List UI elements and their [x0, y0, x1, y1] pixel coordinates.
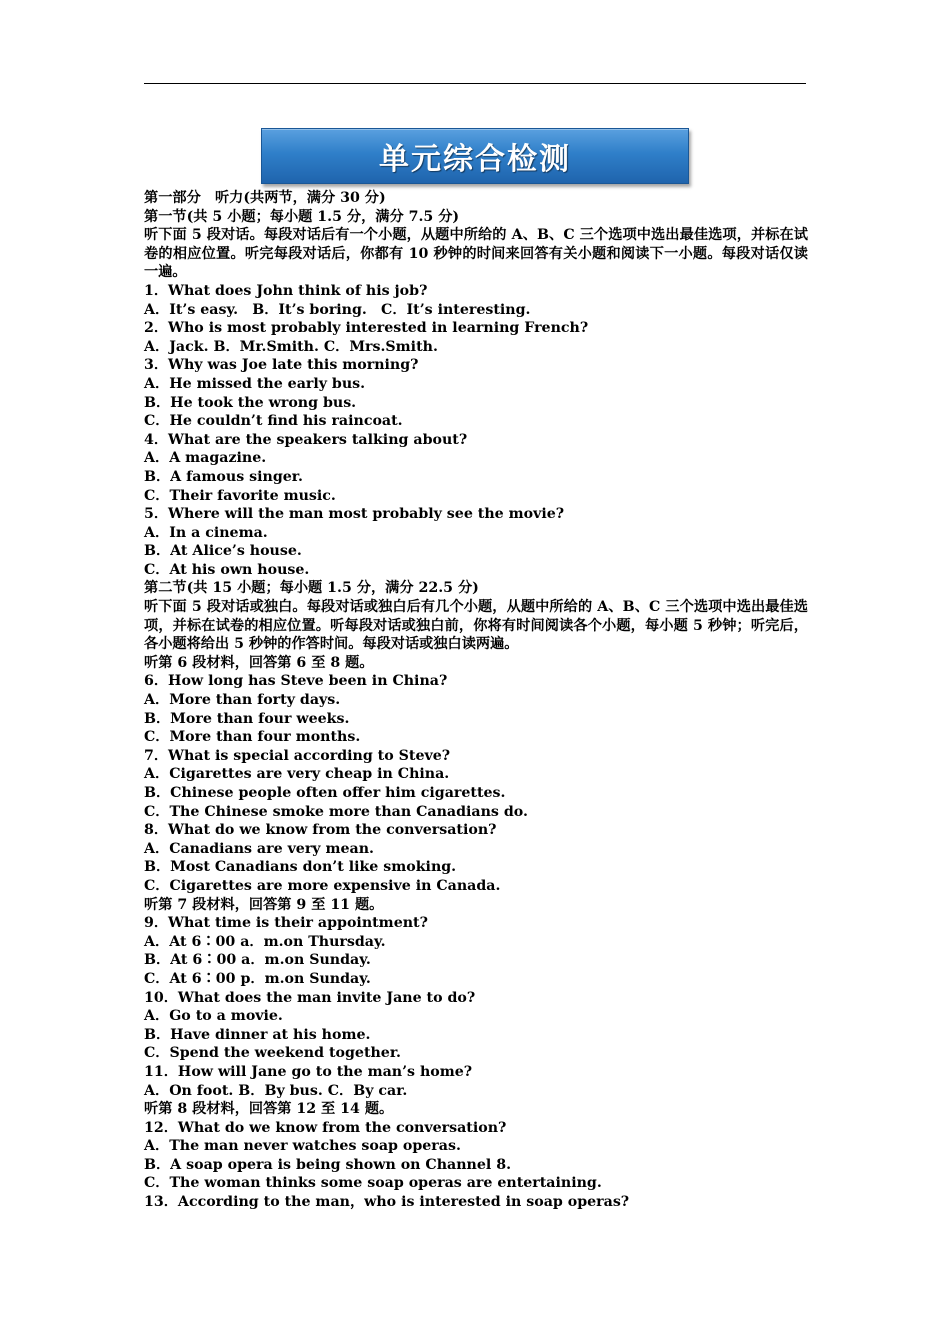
question-2: 2．Who is most probably interested in learning French? — [144, 320, 589, 337]
section1-heading: 第一节(共 5 小题；每小题 1.5 分，满分 7.5 分) — [144, 208, 460, 225]
question-12-option-c: C．The woman thinks some soap operas are entertaining. — [144, 1175, 602, 1192]
question-6: 6．How long has Steve been in China? — [144, 673, 448, 690]
question-3-option-c: C．He couldn’t find his raincoat. — [144, 413, 403, 430]
question-5-option-a: A．In a cinema. — [144, 524, 268, 541]
question-4-option-c: C．Their favorite music. — [144, 487, 336, 504]
question-8-option-a: A．Canadians are very mean. — [144, 840, 374, 857]
question-6-option-b: B．More than four weeks. — [144, 710, 350, 727]
question-8-option-c: C．Cigarettes are more expensive in Canada. — [144, 877, 501, 894]
question-12-option-a: A．The man never watches soap operas. — [144, 1138, 461, 1155]
section2-heading: 第二节(共 15 小题；每小题 1.5 分，满分 22.5 分) — [144, 580, 479, 597]
question-7: 7．What is special according to Steve? — [144, 747, 451, 764]
question-6-option-c: C．More than four months. — [144, 729, 361, 746]
question-10: 10．What does the man invite Jane to do? — [144, 989, 476, 1006]
document-body — [144, 189, 808, 1212]
question-13: 13．According to the man，who is interested in soap operas? — [144, 1194, 630, 1211]
header-rule — [144, 83, 806, 84]
question-9: 9．What time is their appointment? — [144, 915, 428, 932]
question-1-options: A．It’s easy. B．It’s boring. C．It’s interesting. — [144, 301, 531, 318]
question-9-option-b: B．At 6∶00 a．m.on Sunday. — [144, 952, 371, 969]
question-11-options: A．On foot. B．By bus. C．By car. — [144, 1082, 408, 1099]
question-2-options: A．Jack. B．Mr.Smith. C．Mrs.Smith. — [144, 338, 438, 355]
question-11: 11．How will Jane go to the man’s home? — [144, 1063, 473, 1080]
question-5-option-b: B．At Alice’s house. — [144, 543, 302, 560]
material-8-note: 听第 8 段材料，回答第 12 至 14 题。 — [144, 1101, 394, 1118]
question-8: 8．What do we know from the conversation? — [144, 822, 497, 839]
question-9-option-a: A．At 6∶00 a．m.on Thursday. — [144, 933, 386, 950]
question-4: 4．What are the speakers talking about? — [144, 431, 468, 448]
section2-instructions: 听下面 5 段对话或独白。每段对话或独白后有几个小题，从题中所给的 A、B、C 三个选项中选出最佳选项，并标在试卷的相应位置。听每段对话或独白前，你将有时间阅读各个小题，每小题 5 秒钟；听完后，各小题将给出 5 秒钟的作答时间。每段对话或独白读两遍。 — [144, 599, 808, 653]
question-3: 3．Why was Joe late this morning? — [144, 357, 419, 374]
question-3-option-b: B．He took the wrong bus. — [144, 394, 357, 411]
question-7-option-c: C．The Chinese smoke more than Canadians do. — [144, 803, 528, 820]
question-5-option-c: C．At his own house. — [144, 561, 310, 578]
question-4-option-a: A．A magazine. — [144, 450, 267, 467]
question-6-option-a: A．More than forty days. — [144, 692, 341, 709]
question-8-option-b: B．Most Canadians don’t like smoking. — [144, 859, 457, 876]
question-3-option-a: A．He missed the early bus. — [144, 375, 366, 392]
question-5: 5．Where will the man most probably see the movie? — [144, 506, 565, 523]
question-7-option-b: B．Chinese people often offer him cigarettes. — [144, 785, 506, 801]
material-6-note: 听第 6 段材料，回答第 6 至 8 题。 — [144, 654, 374, 671]
part-heading: 第一部分 听力(共两节，满分 30 分) — [144, 190, 386, 206]
question-7-option-a: A．Cigarettes are very cheap in China. — [144, 766, 450, 783]
question-4-option-b: B．A famous singer. — [144, 468, 303, 485]
banner-title: 单元综合检测 — [379, 142, 571, 177]
question-1: 1．What does John think of his job? — [144, 282, 428, 299]
question-12-option-b: B．A soap opera is being shown on Channel 8. — [144, 1156, 512, 1173]
question-10-option-b: B．Have dinner at his home. — [144, 1026, 371, 1043]
title-banner — [261, 128, 689, 184]
question-12: 12．What do we know from the conversation? — [144, 1119, 507, 1136]
question-9-option-c: C．At 6∶00 p．m.on Sunday. — [144, 970, 371, 987]
section1-instructions: 听下面 5 段对话。每段对话后有一个小题，从题中所给的 A、B、C 三个选项中选出最佳选项，并标在试卷的相应位置。听完每段对话后，你都有 10 秒钟的时间来回答有关小题和阅读下一小题。每段对话仅读一遍。 — [144, 227, 808, 281]
material-7-note: 听第 7 段材料，回答第 9 至 11 题。 — [144, 896, 384, 913]
question-10-option-c: C．Spend the weekend together. — [144, 1045, 401, 1062]
question-10-option-a: A．Go to a movie. — [144, 1008, 283, 1025]
